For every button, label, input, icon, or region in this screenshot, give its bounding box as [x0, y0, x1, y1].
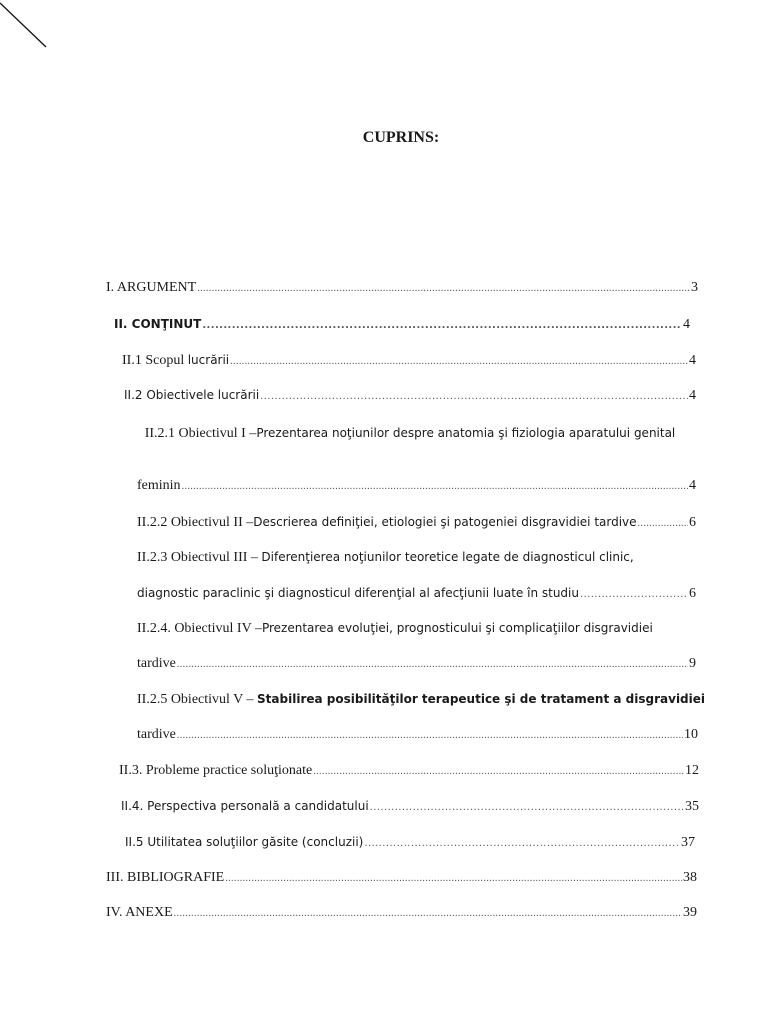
- toc-label: [137, 619, 653, 638]
- toc-label-part: II.1 Scopul: [122, 353, 188, 368]
- toc-leader-dots: [260, 388, 688, 406]
- toc-entry-bibliografie[interactable]: [106, 869, 697, 888]
- toc-page-number: 10: [684, 727, 698, 742]
- toc-leader-dots: [202, 317, 682, 335]
- toc-entry-continut[interactable]: [114, 315, 690, 335]
- toc-page-number: 12: [685, 763, 699, 778]
- toc-label: II.2 Obiectivele lucrării: [124, 388, 260, 402]
- toc-page-number: 4: [689, 388, 696, 403]
- toc-page-number: 9: [689, 656, 696, 671]
- toc-page-number: 4: [689, 353, 696, 368]
- toc-entry-obiectivul-4-cont[interactable]: [137, 655, 696, 674]
- toc-label-part: Descrierea definiţiei, etiologiei şi patogeniei disgravidiei tardive: [253, 515, 637, 529]
- toc-page-number: 35: [685, 799, 699, 814]
- toc-leader-dots: [364, 835, 680, 853]
- toc-label-part: Prezentarea evoluţiei, prognosticului şi complicaţiilor disgravidiei: [261, 621, 653, 635]
- toc-label: [137, 513, 637, 532]
- toc-label: II.3. Probleme practice soluţionate: [119, 763, 313, 778]
- toc-label: IV. ANEXE: [106, 905, 173, 920]
- corner-fold-line: [0, 0, 50, 50]
- toc-label-part: II.2.1 Obiectivul I –: [144, 426, 257, 441]
- toc-page-number: 3: [691, 280, 698, 295]
- toc-label: II.4. Perspectiva personală a candidatului: [121, 799, 369, 813]
- toc-label: II.5 Utilitatea soluţiilor găsite (concluzii): [125, 835, 364, 849]
- toc-entry-obiectivul-1[interactable]: [140, 422, 680, 445]
- toc-leader-dots: [225, 870, 682, 888]
- toc-leader-dots: [197, 280, 690, 298]
- toc-entry-obiectivul-5-cont[interactable]: [137, 726, 698, 745]
- toc-leader-dots: [313, 763, 684, 781]
- toc-label-part: Prezentarea noţiunilor despre anatomia şi fiziologia aparatului genital: [256, 426, 676, 440]
- toc-label-part: II.2.4. Obiectivul IV –: [137, 621, 262, 636]
- toc-entry-obiectivul-2[interactable]: [137, 513, 696, 533]
- toc-label: II. CONŢINUT: [114, 317, 202, 331]
- toc-entry-probleme[interactable]: [119, 762, 699, 781]
- toc-leader-dots: [638, 515, 688, 533]
- toc-page-number: 4: [683, 317, 690, 332]
- toc-label: feminin: [137, 478, 181, 493]
- toc-label-part: Stabilirea posibilităţilor terapeutice şi de tratament a disgravidiei: [257, 692, 706, 706]
- toc-label-part: II.2.2 Obiectivul II –: [137, 515, 254, 530]
- toc-label-part: II.2.5 Obiectivul V –: [137, 692, 258, 707]
- toc-page-number: 6: [689, 515, 696, 530]
- toc-entry-argument[interactable]: [106, 279, 698, 298]
- toc-label: [137, 690, 705, 709]
- toc-entry-obiectivul-3-cont[interactable]: [137, 584, 696, 604]
- toc-leader-dots: [177, 656, 688, 674]
- toc-label-part: II.2.3 Obiectivul III –: [137, 550, 262, 565]
- toc-leader-dots: [580, 586, 688, 604]
- toc-leader-dots: [230, 353, 688, 371]
- toc-page-number: 39: [683, 905, 697, 920]
- toc-entry-utilitatea[interactable]: [125, 833, 695, 853]
- toc-label-part: lucrării: [187, 353, 230, 367]
- toc-entry-obiectivul-4[interactable]: [137, 619, 696, 638]
- toc-label: [122, 351, 229, 370]
- toc-label: I. ARGUMENT: [106, 280, 197, 295]
- toc-entry-obiectivul-5[interactable]: [137, 690, 706, 709]
- toc-label-part: Diferenţierea noţiunilor teoretice legate de diagnosticul clinic,: [261, 550, 634, 564]
- toc-leader-dots: [174, 905, 682, 923]
- toc-leader-dots: [182, 478, 688, 496]
- toc-entry-obiectivele[interactable]: [124, 386, 696, 406]
- toc-label: III. BIBLIOGRAFIE: [106, 870, 225, 885]
- toc-page-number: 4: [689, 478, 696, 493]
- toc-label: tardive: [137, 656, 176, 671]
- toc-entry-obiectivul-1-cont[interactable]: [137, 477, 696, 496]
- toc-leader-dots: [370, 799, 684, 817]
- page-title: CUPRINS:: [362, 129, 440, 146]
- toc-label: tardive: [137, 727, 176, 742]
- toc-leader-dots: [177, 727, 683, 745]
- toc-page-number: 38: [683, 870, 697, 885]
- toc-entry-obiectivul-3[interactable]: [137, 548, 696, 567]
- toc-label: [137, 548, 634, 567]
- toc-page-number: 37: [681, 835, 695, 850]
- toc-page-number: 6: [689, 586, 696, 601]
- toc-entry-anexe[interactable]: [106, 904, 697, 923]
- toc-entry-perspectiva[interactable]: [121, 797, 699, 817]
- toc-entry-scopul[interactable]: [122, 351, 696, 371]
- toc-label: diagnostic paraclinic şi diagnosticul diferenţial al afecţiunii luate în studiu: [137, 586, 579, 600]
